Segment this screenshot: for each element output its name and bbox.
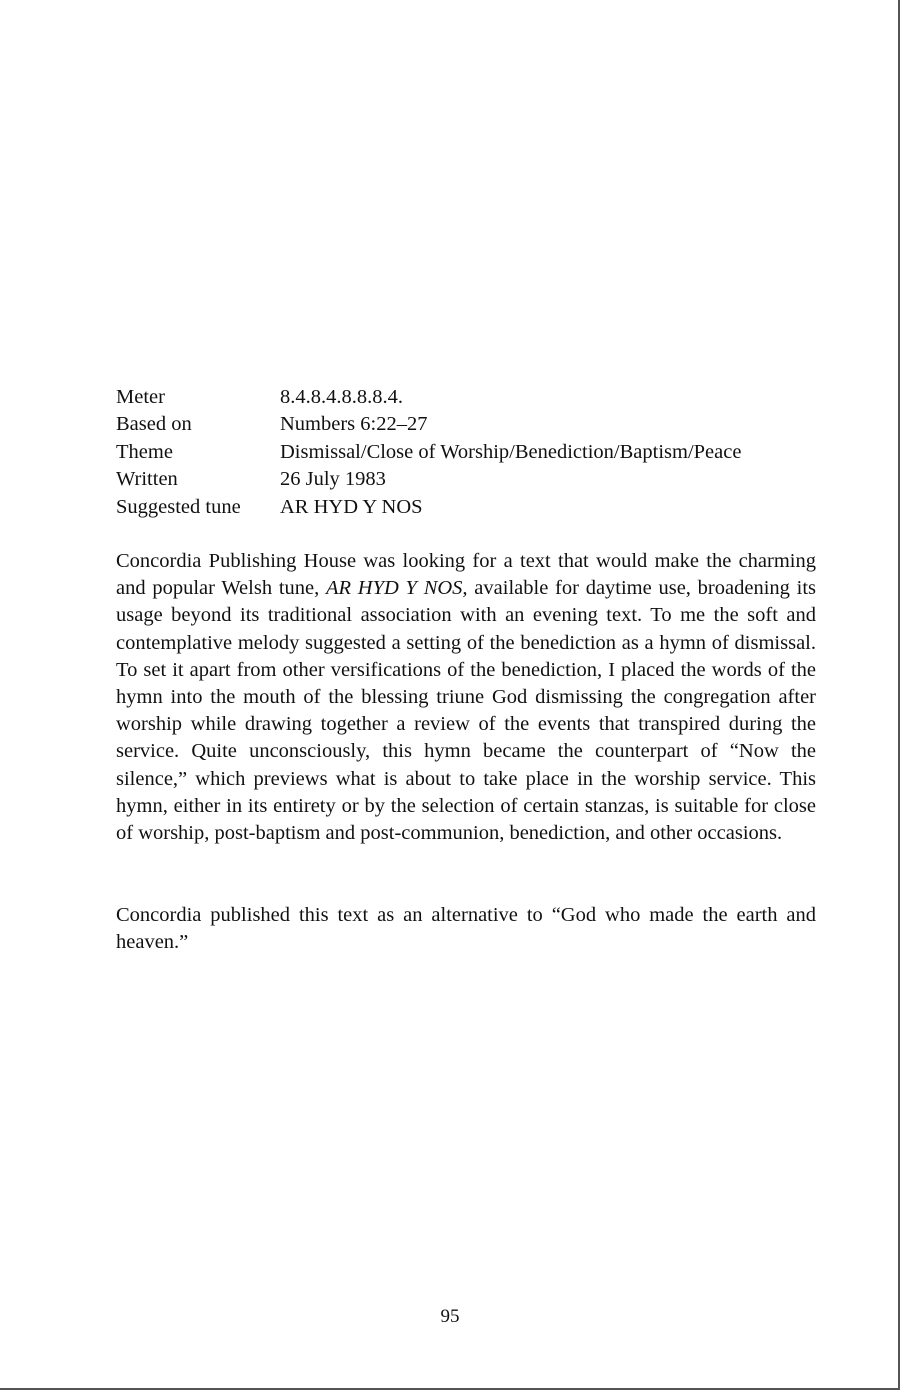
meta-label: Meter	[116, 386, 165, 408]
meta-label: Based on	[116, 413, 192, 436]
paragraph-text: available for daytime use, broadening its usage beyond its traditional association with an evening text. To me the soft and contemplative melody suggested a setting of the benediction as a hymn of dismissal. To set it apart from other versifications of the benediction, I placed the words of the hymn into the mouth of the blessing triune God dismissing the congregation after worship while drawing together a review of the events that transpired during the service. Quite unconsciously, this hymn became the counterpart of “Now the silence,” which previews what is about to take place in the worship service. This hymn, either in its entirety or by the selection of certain stanzas, is suitable for close of worship, post-baptism and post-communion, benediction, and other occasions.	[116, 577, 817, 845]
paragraph-text: Concordia Publishing House was looking for a text that would make the charming and popular Welsh tune,	[116, 550, 816, 600]
commentary-paragraph	[116, 548, 816, 847]
page-number: 95	[440, 1306, 460, 1327]
meta-value: Numbers 6:22–27	[280, 413, 428, 436]
meta-label: Suggested tune	[116, 495, 241, 518]
meta-row-written	[116, 466, 816, 493]
tune-name: AR HYD Y NOS,	[326, 577, 468, 600]
meta-value: 26 July 1983	[280, 468, 386, 491]
meta-value: AR HYD Y NOS	[280, 495, 423, 518]
meta-row-theme	[116, 439, 816, 466]
hymn-metadata-table	[116, 384, 816, 521]
meta-row-based-on	[116, 411, 816, 438]
publication-note-paragraph: Concordia published this text as an alternative to “God who made the earth and heaven.”	[116, 904, 816, 954]
meta-label: Written	[116, 468, 178, 491]
meta-value: Dismissal/Close of Worship/Benediction/Baptism/Peace	[280, 440, 742, 463]
meta-label: Theme	[116, 440, 173, 463]
meta-row-meter	[116, 384, 816, 411]
meta-value: 8.4.8.4.8.8.8.4.	[280, 386, 403, 408]
meta-row-suggested-tune	[116, 494, 816, 521]
